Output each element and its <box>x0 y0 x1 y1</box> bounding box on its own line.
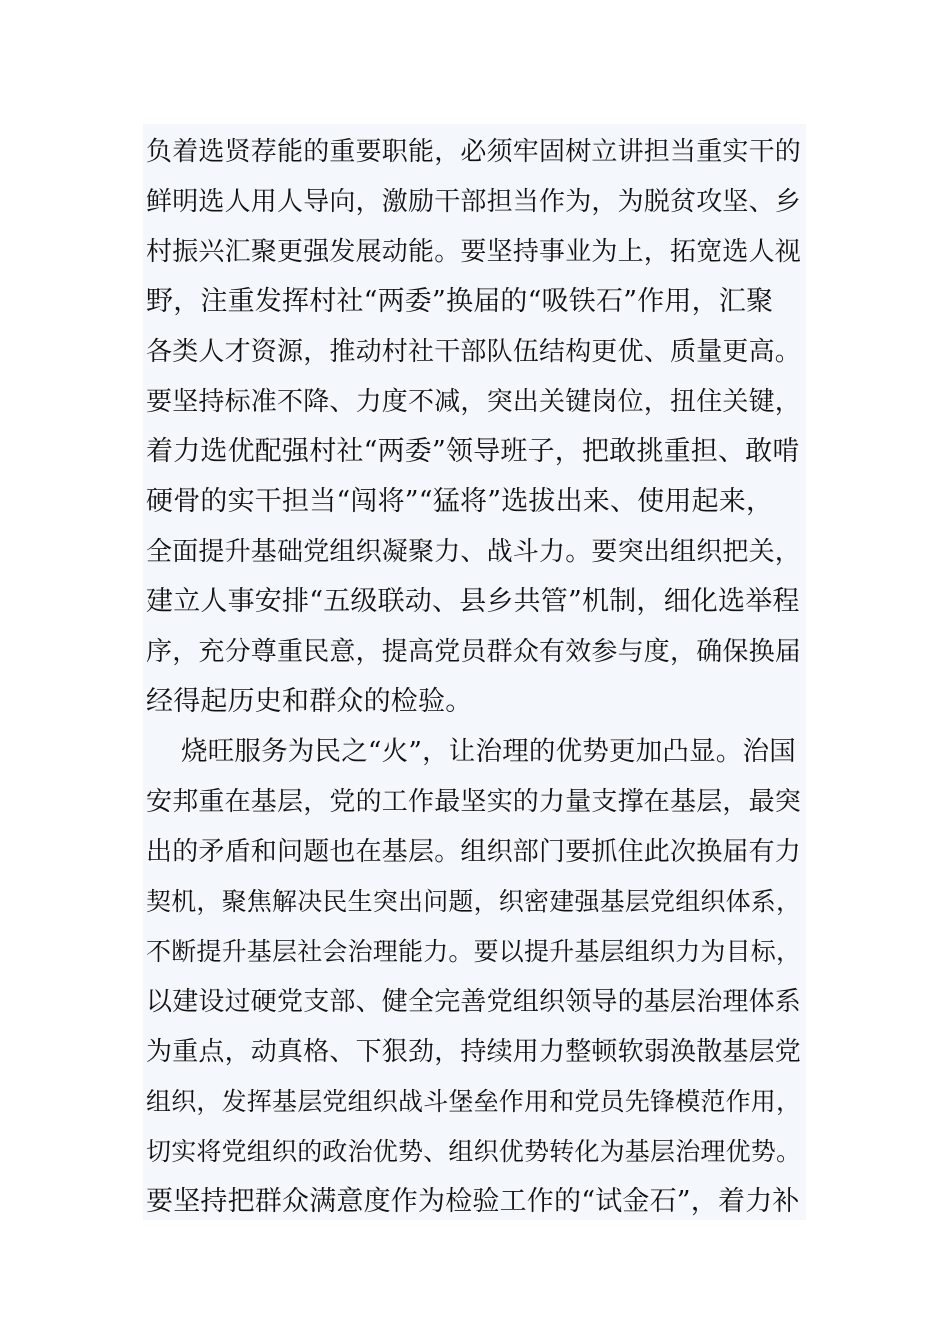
paragraph-first-line: 烧旺服务为民之“火”，让治理的优势更加凸显。治国 <box>181 736 796 767</box>
text-line: 全面提升基础党组织凝聚力、战斗力。要突出组织把关， <box>146 537 802 567</box>
text-line: 经得起历史和群众的检验。 <box>146 686 473 717</box>
text-line: 契机，聚焦解决民生突出问题，织密建强基层党组织体系， <box>146 887 802 916</box>
text-line: 出的矛盾和问题也在基层。组织部门要抓住此次换届有力 <box>146 837 802 867</box>
text-line: 序，充分尊重民意，提高党员群众有效参与度，确保换届 <box>146 637 802 667</box>
text-line: 要坚持把群众满意度作为检验工作的“试金石”，着力补 <box>146 1186 800 1217</box>
text-line: 为重点，动真格、下狠劲，持续用力整顿软弱涣散基层党 <box>146 1037 802 1067</box>
text-line: 负着选贤荐能的重要职能，必须牢固树立讲担当重实干的 <box>146 137 802 167</box>
text-line: 要坚持标准不降、力度不减，突出关键岗位，扭住关键， <box>146 387 802 417</box>
text-line: 鲜明选人用人导向，激励干部担当作为，为脱贫攻坚、乡 <box>146 187 802 217</box>
text-line: 各类人才资源，推动村社干部队伍结构更优、质量更高。 <box>146 337 802 367</box>
text-line: 村振兴汇聚更强发展动能。要坚持事业为上，拓宽选人视 <box>146 237 802 267</box>
text-line: 切实将党组织的政治优势、组织优势转化为基层治理优势。 <box>146 1137 802 1166</box>
text-line: 不断提升基层社会治理能力。要以提升基层组织力为目标， <box>146 937 802 966</box>
text-line: 建立人事安排“五级联动、县乡共管”机制，细化选举程 <box>146 586 800 617</box>
text-line: 以建设过硬党支部、健全完善党组织领导的基层治理体系 <box>146 987 802 1017</box>
text-line: 硬骨的实干担当“闯将”“猛将”选拔出来、使用起来， <box>146 486 774 517</box>
text-line: 组织，发挥基层党组织战斗堡垒作用和党员先锋模范作用， <box>146 1087 802 1116</box>
text-line: 着力选优配强村社“两委”领导班子，把敢挑重担、敢啃 <box>146 436 800 467</box>
text-line: 安邦重在基层，党的工作最坚实的力量支撑在基层，最突 <box>146 787 802 817</box>
text-block <box>143 124 806 1220</box>
text-line: 野，注重发挥村社“两委”换届的“吸铁石”作用，汇聚 <box>146 286 774 317</box>
